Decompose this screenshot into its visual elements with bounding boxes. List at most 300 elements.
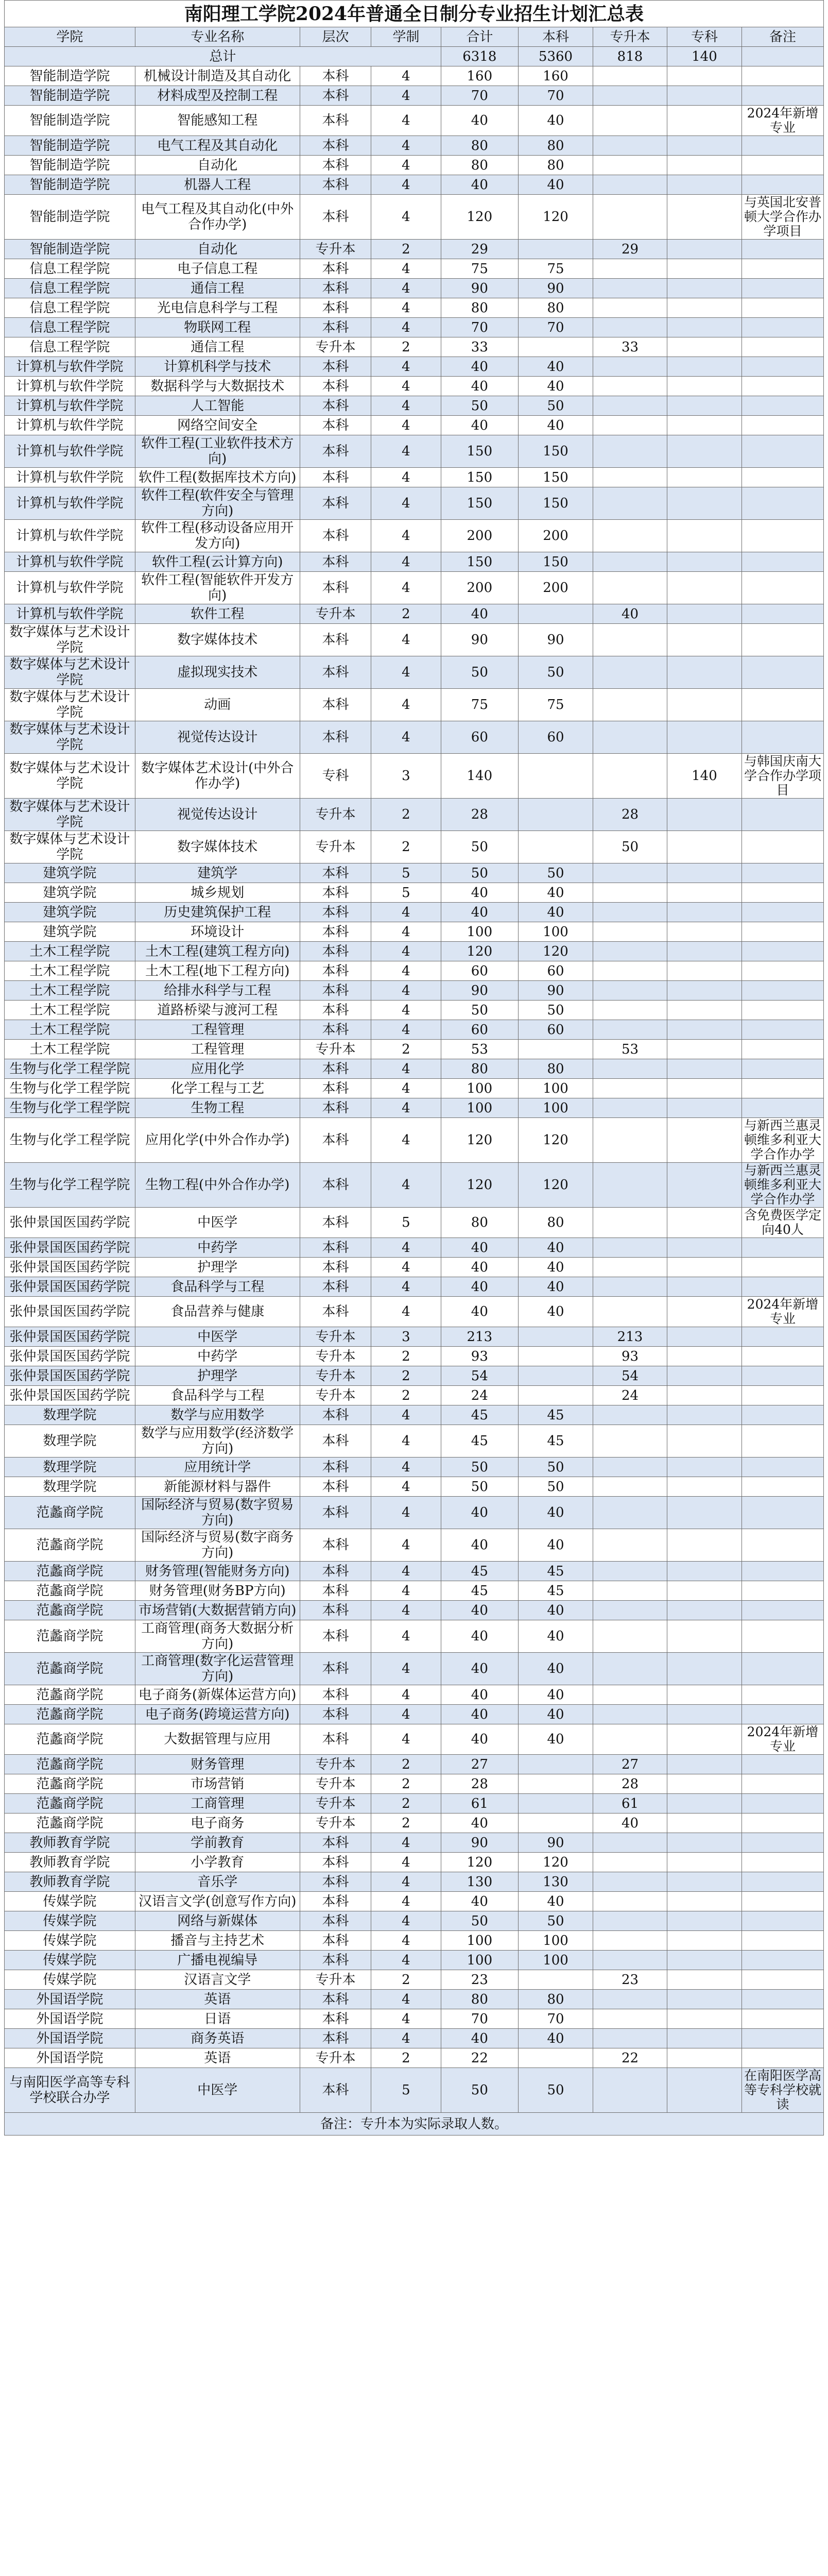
level-cell: 专升本	[300, 1794, 371, 1814]
undergrad-cell: 80	[519, 1990, 593, 2009]
note-cell	[741, 903, 823, 922]
major-cell: 护理学	[135, 1366, 300, 1386]
note-cell	[741, 1040, 823, 1059]
upgrade-cell	[593, 1405, 667, 1425]
college-cell: 智能制造学院	[5, 136, 135, 156]
upgrade-cell	[593, 981, 667, 1001]
undergrad-cell: 50	[519, 1911, 593, 1931]
upgrade-cell	[593, 86, 667, 106]
years-cell: 4	[371, 86, 441, 106]
total-cell: 23	[441, 1970, 518, 1990]
note-cell	[741, 624, 823, 656]
major-cell: 环境设计	[135, 922, 300, 942]
major-cell: 工商管理	[135, 1794, 300, 1814]
upgrade-cell	[593, 572, 667, 604]
college-cell: 计算机与软件学院	[5, 416, 135, 435]
major-cell: 学前教育	[135, 1833, 300, 1853]
major-cell: 智能感知工程	[135, 106, 300, 136]
major-cell: 软件工程	[135, 604, 300, 624]
undergrad-cell: 150	[519, 552, 593, 572]
level-cell: 专升本	[300, 831, 371, 863]
junior-college-cell	[667, 1970, 741, 1990]
note-cell	[741, 337, 823, 357]
total-junior-college: 140	[667, 47, 741, 66]
table-row	[5, 863, 824, 883]
table-row	[5, 240, 824, 259]
undergrad-cell: 90	[519, 279, 593, 298]
junior-college-cell	[667, 259, 741, 279]
note-cell	[741, 1970, 823, 1990]
level-cell: 本科	[300, 136, 371, 156]
college-cell: 范蠡商学院	[5, 1774, 135, 1794]
years-cell: 2	[371, 2048, 441, 2068]
college-cell: 范蠡商学院	[5, 1814, 135, 1833]
note-cell	[741, 1366, 823, 1386]
upgrade-cell: 53	[593, 1040, 667, 1059]
upgrade-cell	[593, 1892, 667, 1911]
note-cell	[741, 981, 823, 1001]
undergrad-cell: 45	[519, 1581, 593, 1601]
table-row	[5, 396, 824, 416]
junior-college-cell	[667, 1458, 741, 1477]
upgrade-cell	[593, 1277, 667, 1297]
note-cell: 与新西兰惠灵顿维多利亚大学合作办学	[741, 1118, 823, 1163]
table-row	[5, 156, 824, 175]
note-cell	[741, 1892, 823, 1911]
college-cell: 智能制造学院	[5, 106, 135, 136]
years-cell: 4	[371, 2029, 441, 2048]
total-cell: 150	[441, 487, 518, 520]
junior-college-cell	[667, 1724, 741, 1755]
upgrade-cell	[593, 1497, 667, 1529]
total-cell: 40	[441, 1685, 518, 1705]
note-cell	[741, 1277, 823, 1297]
level-cell: 本科	[300, 2068, 371, 2113]
note-cell	[741, 1020, 823, 1040]
undergrad-cell: 40	[519, 357, 593, 377]
table-row	[5, 520, 824, 552]
level-cell: 本科	[300, 1620, 371, 1653]
table-row	[5, 1685, 824, 1705]
total-cell: 90	[441, 624, 518, 656]
undergrad-cell: 40	[519, 883, 593, 903]
undergrad-cell: 75	[519, 259, 593, 279]
major-cell: 化学工程与工艺	[135, 1079, 300, 1098]
undergrad-cell: 50	[519, 863, 593, 883]
header-level: 层次	[300, 27, 371, 47]
years-cell: 4	[371, 1685, 441, 1705]
total-cell: 50	[441, 2068, 518, 2113]
level-cell: 专升本	[300, 1040, 371, 1059]
undergrad-cell: 40	[519, 1892, 593, 1911]
table-row	[5, 656, 824, 689]
total-cell: 40	[441, 1297, 518, 1327]
undergrad-cell: 45	[519, 1425, 593, 1458]
upgrade-cell	[593, 106, 667, 136]
junior-college-cell	[667, 1477, 741, 1497]
note-cell	[741, 259, 823, 279]
undergrad-cell	[519, 831, 593, 863]
table-row	[5, 1001, 824, 1020]
undergrad-cell	[519, 2048, 593, 2068]
total-cell: 100	[441, 1098, 518, 1118]
table-row	[5, 1297, 824, 1327]
total-cell: 22	[441, 2048, 518, 2068]
major-cell: 电气工程及其自动化	[135, 136, 300, 156]
major-cell: 给排水科学与工程	[135, 981, 300, 1001]
upgrade-cell	[593, 552, 667, 572]
years-cell: 4	[371, 1477, 441, 1497]
note-cell	[741, 1562, 823, 1581]
major-cell: 中医学	[135, 1208, 300, 1238]
total-cell: 50	[441, 831, 518, 863]
college-cell: 信息工程学院	[5, 259, 135, 279]
header-undergrad: 本科	[519, 27, 593, 47]
years-cell: 2	[371, 1794, 441, 1814]
note-cell	[741, 298, 823, 318]
junior-college-cell	[667, 298, 741, 318]
level-cell: 本科	[300, 1277, 371, 1297]
table-row	[5, 1277, 824, 1297]
table-row	[5, 1386, 824, 1405]
total-cell: 50	[441, 396, 518, 416]
table-row	[5, 721, 824, 754]
undergrad-cell: 80	[519, 156, 593, 175]
college-cell: 范蠡商学院	[5, 1685, 135, 1705]
level-cell: 本科	[300, 1497, 371, 1529]
junior-college-cell	[667, 799, 741, 831]
total-cell: 40	[441, 1892, 518, 1911]
college-cell: 范蠡商学院	[5, 1562, 135, 1581]
level-cell: 本科	[300, 942, 371, 961]
level-cell: 本科	[300, 1405, 371, 1425]
level-cell: 本科	[300, 1872, 371, 1892]
table-row	[5, 195, 824, 240]
undergrad-cell: 100	[519, 922, 593, 942]
level-cell: 本科	[300, 961, 371, 981]
upgrade-cell	[593, 1601, 667, 1620]
total-cell: 28	[441, 1774, 518, 1794]
years-cell: 4	[371, 195, 441, 240]
major-cell: 数字媒体技术	[135, 624, 300, 656]
table-row	[5, 1620, 824, 1653]
junior-college-cell	[667, 1059, 741, 1079]
junior-college-cell	[667, 195, 741, 240]
note-cell	[741, 1990, 823, 2009]
major-cell: 食品科学与工程	[135, 1277, 300, 1297]
college-cell: 计算机与软件学院	[5, 552, 135, 572]
note-cell	[741, 1872, 823, 1892]
note-cell	[741, 416, 823, 435]
table-row	[5, 435, 824, 468]
note-cell	[741, 1347, 823, 1366]
college-cell: 生物与化学工程学院	[5, 1163, 135, 1208]
table-row	[5, 66, 824, 86]
major-cell: 软件工程(云计算方向)	[135, 552, 300, 572]
undergrad-cell	[519, 604, 593, 624]
major-cell: 软件工程(工业软件技术方向)	[135, 435, 300, 468]
note-cell	[741, 1853, 823, 1872]
junior-college-cell	[667, 1705, 741, 1724]
junior-college-cell	[667, 337, 741, 357]
upgrade-cell: 54	[593, 1366, 667, 1386]
years-cell: 4	[371, 279, 441, 298]
major-cell: 软件工程(智能软件开发方向)	[135, 572, 300, 604]
total-sum: 6318	[441, 47, 518, 66]
level-cell: 本科	[300, 66, 371, 86]
college-cell: 土木工程学院	[5, 1020, 135, 1040]
undergrad-cell: 40	[519, 1238, 593, 1258]
note-cell	[741, 689, 823, 721]
table-row	[5, 318, 824, 337]
level-cell: 本科	[300, 2029, 371, 2048]
level-cell: 本科	[300, 1951, 371, 1970]
college-cell: 数理学院	[5, 1405, 135, 1425]
major-cell: 应用化学	[135, 1059, 300, 1079]
total-row	[5, 47, 824, 66]
years-cell: 4	[371, 721, 441, 754]
header-row	[5, 27, 824, 47]
undergrad-cell	[519, 1794, 593, 1814]
undergrad-cell: 50	[519, 1458, 593, 1477]
undergrad-cell	[519, 1970, 593, 1990]
major-cell: 动画	[135, 689, 300, 721]
junior-college-cell	[667, 1562, 741, 1581]
college-cell: 土木工程学院	[5, 981, 135, 1001]
level-cell: 专升本	[300, 1347, 371, 1366]
note-cell	[741, 175, 823, 195]
years-cell: 4	[371, 1562, 441, 1581]
table-row	[5, 1238, 824, 1258]
undergrad-cell: 90	[519, 981, 593, 1001]
undergrad-cell: 40	[519, 1653, 593, 1685]
level-cell: 本科	[300, 1833, 371, 1853]
junior-college-cell	[667, 487, 741, 520]
level-cell: 专升本	[300, 240, 371, 259]
years-cell: 2	[371, 604, 441, 624]
table-row	[5, 377, 824, 396]
junior-college-cell	[667, 1529, 741, 1562]
college-cell: 土木工程学院	[5, 1040, 135, 1059]
total-cell: 150	[441, 435, 518, 468]
undergrad-cell: 120	[519, 195, 593, 240]
level-cell: 专升本	[300, 1327, 371, 1347]
upgrade-cell: 28	[593, 799, 667, 831]
undergrad-cell: 50	[519, 2068, 593, 2113]
years-cell: 4	[371, 656, 441, 689]
college-cell: 生物与化学工程学院	[5, 1059, 135, 1079]
junior-college-cell	[667, 922, 741, 942]
college-cell: 信息工程学院	[5, 318, 135, 337]
junior-college-cell	[667, 1208, 741, 1238]
undergrad-cell: 80	[519, 298, 593, 318]
level-cell: 专升本	[300, 604, 371, 624]
upgrade-cell: 29	[593, 240, 667, 259]
level-cell: 本科	[300, 721, 371, 754]
major-cell: 物联网工程	[135, 318, 300, 337]
years-cell: 3	[371, 1327, 441, 1347]
junior-college-cell	[667, 520, 741, 552]
total-cell: 80	[441, 298, 518, 318]
note-cell: 与英国北安普顿大学合作办学项目	[741, 195, 823, 240]
major-cell: 软件工程(移动设备应用开发方向)	[135, 520, 300, 552]
major-cell: 应用化学(中外合作办学)	[135, 1118, 300, 1163]
upgrade-cell: 27	[593, 1755, 667, 1774]
junior-college-cell	[667, 1118, 741, 1163]
table-row	[5, 2068, 824, 2113]
upgrade-cell	[593, 2009, 667, 2029]
college-cell: 生物与化学工程学院	[5, 1079, 135, 1098]
junior-college-cell	[667, 318, 741, 337]
undergrad-cell: 200	[519, 520, 593, 552]
junior-college-cell	[667, 1425, 741, 1458]
note-cell	[741, 1079, 823, 1098]
years-cell: 4	[371, 1020, 441, 1040]
table-title: 南阳理工学院2024年普通全日制分专业招生计划汇总表	[5, 1, 824, 27]
table-row	[5, 106, 824, 136]
note-cell	[741, 468, 823, 487]
junior-college-cell	[667, 66, 741, 86]
undergrad-cell: 120	[519, 942, 593, 961]
table-row	[5, 981, 824, 1001]
major-cell: 应用统计学	[135, 1458, 300, 1477]
junior-college-cell	[667, 1833, 741, 1853]
level-cell: 专科	[300, 754, 371, 799]
table-row	[5, 259, 824, 279]
major-cell: 新能源材料与器件	[135, 1477, 300, 1497]
level-cell: 本科	[300, 416, 371, 435]
upgrade-cell	[593, 298, 667, 318]
upgrade-cell	[593, 156, 667, 175]
total-cell: 50	[441, 1911, 518, 1931]
upgrade-cell	[593, 279, 667, 298]
note-cell	[741, 1386, 823, 1405]
major-cell: 国际经济与贸易(数字贸易方向)	[135, 1497, 300, 1529]
junior-college-cell	[667, 883, 741, 903]
total-cell: 50	[441, 656, 518, 689]
years-cell: 2	[371, 1970, 441, 1990]
level-cell: 本科	[300, 1581, 371, 1601]
upgrade-cell	[593, 1872, 667, 1892]
college-cell: 范蠡商学院	[5, 1755, 135, 1774]
major-cell: 中医学	[135, 1327, 300, 1347]
major-cell: 城乡规划	[135, 883, 300, 903]
level-cell: 本科	[300, 435, 371, 468]
college-cell: 计算机与软件学院	[5, 468, 135, 487]
level-cell: 本科	[300, 1208, 371, 1238]
major-cell: 电子商务(新媒体运营方向)	[135, 1685, 300, 1705]
note-cell	[741, 552, 823, 572]
upgrade-cell	[593, 689, 667, 721]
major-cell: 通信工程	[135, 279, 300, 298]
table-row	[5, 1562, 824, 1581]
level-cell: 本科	[300, 1653, 371, 1685]
undergrad-cell: 120	[519, 1118, 593, 1163]
junior-college-cell	[667, 552, 741, 572]
undergrad-cell: 50	[519, 1001, 593, 1020]
undergrad-cell: 40	[519, 1277, 593, 1297]
college-cell: 传媒学院	[5, 1970, 135, 1990]
undergrad-cell: 120	[519, 1853, 593, 1872]
table-row	[5, 2009, 824, 2029]
years-cell: 4	[371, 1079, 441, 1098]
upgrade-cell	[593, 1163, 667, 1208]
undergrad-cell: 60	[519, 721, 593, 754]
level-cell: 本科	[300, 883, 371, 903]
level-cell: 本科	[300, 1079, 371, 1098]
upgrade-cell	[593, 1297, 667, 1327]
note-cell	[741, 357, 823, 377]
undergrad-cell: 40	[519, 1297, 593, 1327]
junior-college-cell	[667, 1685, 741, 1705]
major-cell: 网络与新媒体	[135, 1911, 300, 1931]
level-cell: 本科	[300, 520, 371, 552]
note-cell	[741, 883, 823, 903]
college-cell: 计算机与软件学院	[5, 604, 135, 624]
college-cell: 范蠡商学院	[5, 1705, 135, 1724]
college-cell: 土木工程学院	[5, 1001, 135, 1020]
upgrade-cell	[593, 942, 667, 961]
undergrad-cell: 80	[519, 136, 593, 156]
level-cell: 本科	[300, 1892, 371, 1911]
major-cell: 英语	[135, 2048, 300, 2068]
level-cell: 本科	[300, 656, 371, 689]
total-cell: 33	[441, 337, 518, 357]
total-cell: 61	[441, 1794, 518, 1814]
note-cell	[741, 66, 823, 86]
years-cell: 4	[371, 1059, 441, 1079]
note-cell: 含免费医学定向40人	[741, 1208, 823, 1238]
major-cell: 历史建筑保护工程	[135, 903, 300, 922]
junior-college-cell	[667, 1755, 741, 1774]
note-cell	[741, 1911, 823, 1931]
note-cell	[741, 1685, 823, 1705]
junior-college-cell	[667, 1990, 741, 2009]
junior-college-cell	[667, 1001, 741, 1020]
total-cell: 100	[441, 1931, 518, 1951]
note-cell	[741, 656, 823, 689]
table-row	[5, 1163, 824, 1208]
upgrade-cell	[593, 1705, 667, 1724]
note-cell	[741, 1458, 823, 1477]
college-cell: 生物与化学工程学院	[5, 1098, 135, 1118]
level-cell: 本科	[300, 1001, 371, 1020]
years-cell: 4	[371, 1297, 441, 1327]
undergrad-cell: 120	[519, 1163, 593, 1208]
total-cell: 24	[441, 1386, 518, 1405]
junior-college-cell	[667, 1892, 741, 1911]
college-cell: 计算机与软件学院	[5, 357, 135, 377]
level-cell: 本科	[300, 1020, 371, 1040]
total-cell: 53	[441, 1040, 518, 1059]
years-cell: 4	[371, 572, 441, 604]
level-cell: 本科	[300, 863, 371, 883]
years-cell: 4	[371, 175, 441, 195]
junior-college-cell	[667, 1238, 741, 1258]
upgrade-cell: 40	[593, 604, 667, 624]
total-undergrad: 5360	[519, 47, 593, 66]
college-cell: 计算机与软件学院	[5, 377, 135, 396]
total-cell: 120	[441, 1163, 518, 1208]
upgrade-cell	[593, 2029, 667, 2048]
level-cell: 本科	[300, 195, 371, 240]
level-cell: 本科	[300, 156, 371, 175]
junior-college-cell	[667, 1327, 741, 1347]
major-cell: 视觉传达设计	[135, 799, 300, 831]
total-cell: 40	[441, 1258, 518, 1277]
note-cell	[741, 863, 823, 883]
total-cell: 70	[441, 86, 518, 106]
